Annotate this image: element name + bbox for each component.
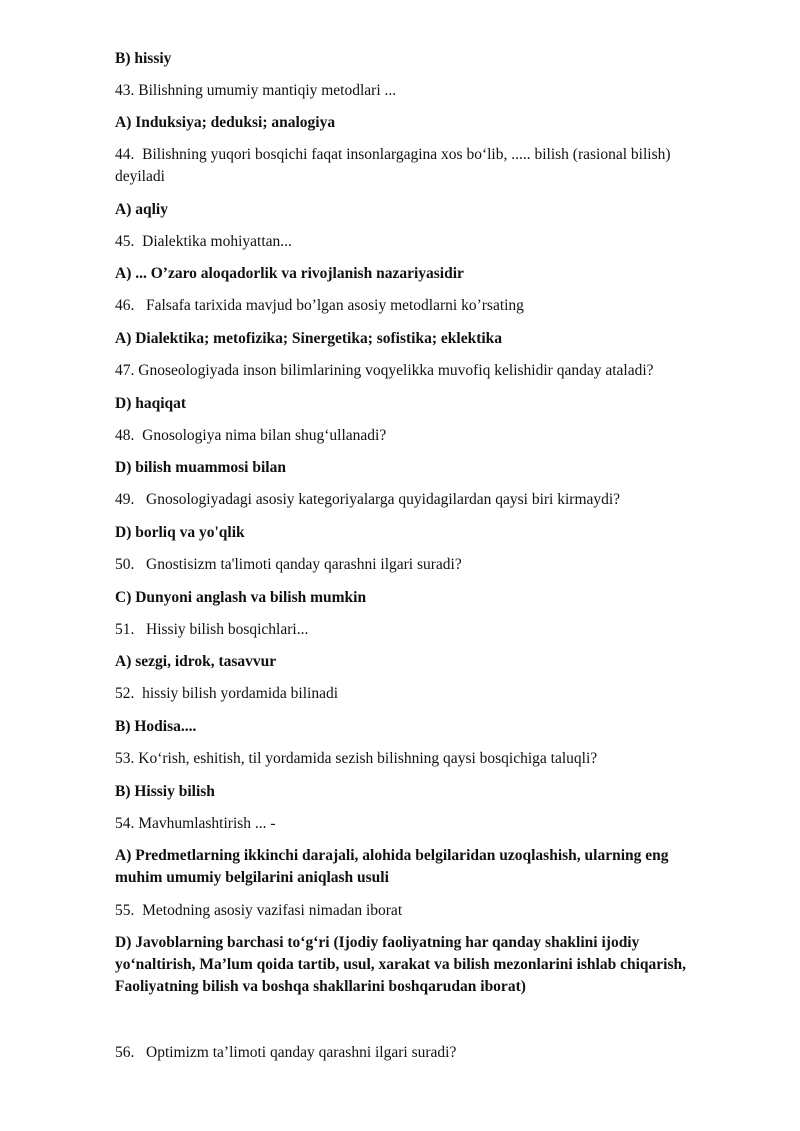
answer-line: A) aqliy (115, 201, 168, 218)
answer-line: A) Predmetlarning ikkinchi darajali, alohida belgilaridan uzoqlashish, ularning eng muhim umumiy belgilarini aniqlash usuli (115, 847, 673, 886)
question-line: 52. hissiy bilish yordamida bilinadi (115, 685, 339, 702)
answer-line: A) Induksiya; deduksi; analogiya (115, 114, 336, 131)
question-line: 48. Gnosologiya nima bilan shug‘ullanadi? (115, 427, 387, 444)
answer-line: D) Javoblarning barchasi to‘g‘ri (Ijodiy faoliyatning har qanday shaklini ijodiy yo‘naltirish, Ma’lum qoida tartib, usul, xarakat va bilish mezonlarini ishlab chiqarish, Faoliyatning bilish va boshqa shakllarini boshqarudan iborat) (115, 934, 690, 995)
question-line: 51. Hissiy bilish bosqichlari... (115, 621, 309, 638)
question-line: 56. Optimizm ta’limoti qanday qarashni ilgari suradi? (115, 1044, 457, 1061)
answer-line: B) Hodisa.... (115, 718, 197, 735)
question-line: 54. Mavhumlashtirish ... - (115, 815, 276, 832)
answer-line: B) hissiy (115, 50, 172, 67)
answer-line: D) borliq va yo'qlik (115, 524, 245, 541)
answer-line: B) Hissiy bilish (115, 783, 215, 800)
question-line: 49. Gnosologiyadagi asosiy kategoriyalarga quyidagilardan qaysi biri kirmaydi? (115, 491, 621, 508)
question-line: 46. Falsafa tarixida mavjud bo’lgan asosiy metodlarni ko’rsating (115, 297, 524, 314)
question-line: 55. Metodning asosiy vazifasi nimadan iborat (115, 902, 403, 919)
answer-line: D) bilish muammosi bilan (115, 459, 286, 476)
answer-line: A) sezgi, idrok, tasavvur (115, 653, 277, 670)
question-line: 45. Dialektika mohiyattan... (115, 233, 292, 250)
question-line: 43. Bilishning umumiy mantiqiy metodlari ... (115, 82, 397, 99)
answer-line: D) haqiqat (115, 395, 187, 412)
question-line: 44. Bilishning yuqori bosqichi faqat insonlargagina xos bo‘lib, ..... bilish (rasional bilish) deyiladi (115, 146, 675, 185)
question-line: 53. Ko‘rish, eshitish, til yordamida sezish bilishning qaysi bosqichiga taluqli? (115, 750, 598, 767)
question-line: 47. Gnoseologiyada inson bilimlarining voqyelikka muvofiq kelishidir qanday ataladi? (115, 362, 654, 379)
answer-line: A) Dialektika; metofizika; Sinergetika; sofistika; eklektika (115, 330, 503, 347)
answer-line: A) ... O’zaro aloqadorlik va rivojlanish nazariyasidir (115, 265, 464, 282)
question-line: 50. Gnostisizm ta'limoti qanday qarashni ilgari suradi? (115, 556, 462, 573)
answer-line: C) Dunyoni anglash va bilish mumkin (115, 589, 367, 606)
